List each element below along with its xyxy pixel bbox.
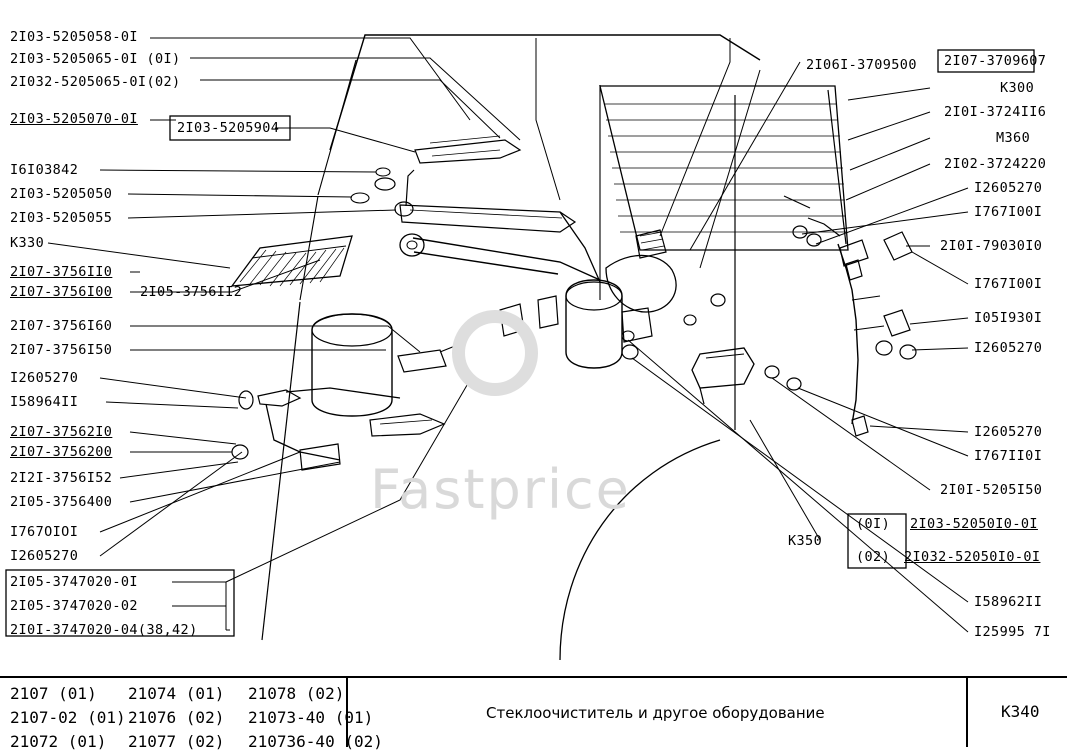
k350-variant-02: (02) [856,549,891,565]
footer-model-c3r2: 21073-40 (01) [248,708,374,727]
footer-model-c2r3: 21077 (02) [128,732,225,751]
part-label-2I03-5205070-0I: 2I03-5205070-0I [10,111,138,127]
part-label-K300: K300 [1000,80,1035,96]
part-label-2I05-3747020-02: 2I05-3747020-02 [10,598,138,614]
part-label-2I07-3756I60: 2I07-3756I60 [10,318,113,334]
part-label-I58964II: I58964II [10,394,79,410]
part-label-2I05-3747020-0I: 2I05-3747020-0I [10,574,138,590]
footer-model-c3r1: 21078 (02) [248,684,345,703]
part-label-2I07-3709607: 2I07-3709607 [944,53,1047,69]
part-label-2I07-3756I00: 2I07-3756I00 [10,284,113,300]
part-label-I2605270-left: I2605270 [10,370,79,386]
footer-model-c2r1: 21074 (01) [128,684,225,703]
part-label-2I06I-3709500: 2I06I-3709500 [806,57,917,73]
k350-code-02: 2I032-52050I0-0I [904,549,1041,565]
k350-code-01: 2I03-52050I0-0I [910,516,1038,532]
part-label-2I0I-3724II6: 2I0I-3724II6 [944,104,1047,120]
part-label-2I03-5205904: 2I03-5205904 [177,120,280,136]
footer-model-c1r1: 2107 (01) [10,684,97,703]
sheet-title: Стеклоочиститель и другое оборудование [486,704,825,722]
part-label-2I03-5205055: 2I03-5205055 [10,210,113,226]
part-label-2I07-3756200: 2I07-3756200 [10,444,113,460]
part-label-2I0I-79030I0: 2I0I-79030I0 [940,238,1043,254]
part-label-I767I00I-r1: I767I00I [974,204,1043,220]
footer-model-c1r3: 21072 (01) [10,732,107,751]
part-label-M360: M360 [996,130,1031,146]
sheet-code: K340 [1001,702,1040,721]
part-label-2I07-3756II0: 2I07-3756II0 [10,264,113,280]
part-label-2I0I-3747020-04: 2I0I-3747020-04(38,42) [10,622,198,638]
part-label-I6I03842: I6I03842 [10,162,79,178]
part-label-I58962II: I58962II [974,594,1043,610]
part-label-I2605270-r3: I2605270 [974,424,1043,440]
footer-divider-right [966,678,968,747]
part-label-2I07-37562I0: 2I07-37562I0 [10,424,113,440]
part-label-2I03-5205050: 2I03-5205050 [10,186,113,202]
footer-model-c1r2: 2107-02 (01) [10,708,126,727]
part-label-I767II0I: I767II0I [974,448,1043,464]
watermark-text: Fastprice [370,458,631,521]
k350-variant-01: (0I) [856,516,891,532]
part-label-2I05-3756400: 2I05-3756400 [10,494,113,510]
part-label-I2605270-r1: I2605270 [974,180,1043,196]
part-label-2I03-5205065-0I: 2I03-5205065-0I (0I) [10,51,181,67]
footer-model-c2r2: 21076 (02) [128,708,225,727]
part-label-I2605270-r2: I2605270 [974,340,1043,356]
part-label-2I0I-5205I50: 2I0I-5205I50 [940,482,1043,498]
part-label-2I032-5205065-0I: 2I032-5205065-0I(02) [10,74,181,90]
part-label-2I2I-3756I52: 2I2I-3756I52 [10,470,113,486]
part-label-I767I00I-r2: I767I00I [974,276,1043,292]
watermark-circle [452,310,538,396]
part-label-2I03-5205058-0I: 2I03-5205058-0I [10,29,138,45]
part-label-I25995 7I: I25995 7I [974,624,1051,640]
part-label-K350: K350 [788,533,823,549]
part-label-I767OIOI: I767OIOI [10,524,79,540]
footer-model-c3r3: 210736-40 (02) [248,732,383,751]
part-label-2I05-3756II2: 2I05-3756II2 [140,284,243,300]
part-label-2I07-3756I50: 2I07-3756I50 [10,342,113,358]
part-label-I05I930I: I05I930I [974,310,1043,326]
part-label-2I02-3724220: 2I02-3724220 [944,156,1047,172]
part-label-K330: K330 [10,235,45,251]
part-label-I2605270-left-2: I2605270 [10,548,79,564]
